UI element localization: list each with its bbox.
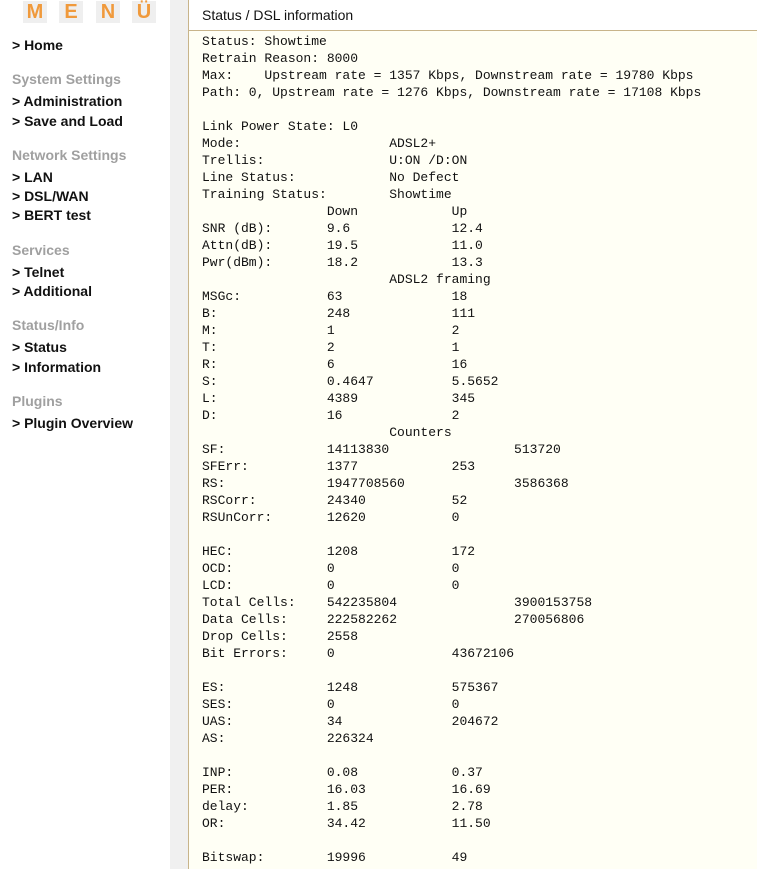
- menu-logo-letter: M: [23, 1, 47, 23]
- nav-lan-link[interactable]: > LAN: [12, 169, 53, 185]
- dsl-status-line: RS: 1947708560 3586368: [202, 476, 569, 491]
- dsl-status-line: Status: Showtime: [202, 34, 327, 49]
- dsl-status-line: Trellis: U:ON /D:ON: [202, 153, 468, 168]
- nav-administration-link[interactable]: > Administration: [12, 93, 123, 109]
- network-settings-heading: Network Settings: [12, 147, 127, 163]
- dsl-status-line: Max: Upstream rate = 1357 Kbps, Downstream rate = 19780 Kbps: [202, 68, 694, 83]
- dsl-status-line: S: 0.4647 5.5652: [202, 374, 499, 389]
- dsl-status-line: Bit Errors: 0 43672106: [202, 646, 515, 661]
- dsl-status-line: ES: 1248 575367: [202, 680, 499, 695]
- dsl-status-line: LCD: 0 0: [202, 578, 460, 593]
- nav-home-link[interactable]: > Home: [12, 37, 63, 53]
- dsl-status-line: Link Power State: L0: [202, 119, 359, 134]
- dsl-status-line: SES: 0 0: [202, 697, 460, 712]
- nav-status-link[interactable]: > Status: [12, 339, 67, 355]
- dsl-status-line: Retrain Reason: 8000: [202, 51, 359, 66]
- services-heading: Services: [12, 242, 70, 258]
- dsl-status-line: Data Cells: 222582262 270056806: [202, 612, 585, 627]
- dsl-status-output: [202, 33, 701, 866]
- dsl-status-line: M: 1 2: [202, 323, 460, 338]
- dsl-status-line: Total Cells: 542235804 3900153758: [202, 595, 593, 610]
- dsl-status-line: ADSL2 framing: [202, 272, 491, 287]
- dsl-info-panel: [188, 0, 757, 869]
- nav-plugin-overview-link[interactable]: > Plugin Overview: [12, 415, 133, 431]
- dsl-status-line: Mode: ADSL2+: [202, 136, 437, 151]
- nav-information-link[interactable]: > Information: [12, 359, 102, 375]
- sidebar-menu: [0, 0, 170, 869]
- dsl-status-line: OR: 34.42 11.50: [202, 816, 491, 831]
- dsl-status-line: Counters: [202, 425, 452, 440]
- nav-telnet-link[interactable]: > Telnet: [12, 264, 65, 280]
- dsl-status-line: PER: 16.03 16.69: [202, 782, 491, 797]
- dsl-status-line: Pwr(dBm): 18.2 13.3: [202, 255, 483, 270]
- dsl-status-line: Bitswap: 19996 49: [202, 850, 468, 865]
- plugins-heading: Plugins: [12, 393, 63, 409]
- dsl-status-line: OCD: 0 0: [202, 561, 460, 576]
- dsl-status-line: L: 4389 345: [202, 391, 476, 406]
- menu-logo-letter: Ü: [132, 1, 156, 23]
- dsl-status-line: Drop Cells: 2558: [202, 629, 359, 644]
- menu-logo-letter: N: [96, 1, 120, 23]
- dsl-status-line: delay: 1.85 2.78: [202, 799, 483, 814]
- system-settings-heading: System Settings: [12, 71, 121, 87]
- panel-header: [189, 0, 757, 31]
- nav-dsl-wan-link[interactable]: > DSL/WAN: [12, 188, 89, 204]
- dsl-status-line: D: 16 2: [202, 408, 460, 423]
- dsl-status-line: SNR (dB): 9.6 12.4: [202, 221, 483, 236]
- dsl-status-line: AS: 226324: [202, 731, 374, 746]
- dsl-status-line: R: 6 16: [202, 357, 468, 372]
- dsl-status-line: UAS: 34 204672: [202, 714, 499, 729]
- dsl-status-line: Down Up: [202, 204, 468, 219]
- dsl-status-line: MSGc: 63 18: [202, 289, 468, 304]
- dsl-status-line: RSCorr: 24340 52: [202, 493, 468, 508]
- dsl-status-line: HEC: 1208 172: [202, 544, 476, 559]
- page-title: Status / DSL information: [202, 7, 354, 23]
- dsl-status-line: RSUnCorr: 12620 0: [202, 510, 460, 525]
- menu-logo-letter: E: [59, 1, 83, 23]
- dsl-status-line: T: 2 1: [202, 340, 460, 355]
- dsl-status-line: Line Status: No Defect: [202, 170, 460, 185]
- dsl-status-line: INP: 0.08 0.37: [202, 765, 483, 780]
- dsl-status-line: Training Status: Showtime: [202, 187, 452, 202]
- sidebar-gutter: [170, 0, 188, 869]
- dsl-status-line: Path: 0, Upstream rate = 1276 Kbps, Downstream rate = 17108 Kbps: [202, 85, 702, 100]
- nav-bert-test-link[interactable]: > BERT test: [12, 207, 91, 223]
- dsl-status-line: B: 248 111: [202, 306, 476, 321]
- nav-save-and-load-link[interactable]: > Save and Load: [12, 113, 123, 129]
- nav-additional-link[interactable]: > Additional: [12, 283, 92, 299]
- dsl-status-line: SFErr: 1377 253: [202, 459, 476, 474]
- dsl-status-line: Attn(dB): 19.5 11.0: [202, 238, 483, 253]
- dsl-status-line: SF: 14113830 513720: [202, 442, 561, 457]
- status-info-heading: Status/Info: [12, 317, 85, 333]
- menu-logo: [23, 1, 158, 25]
